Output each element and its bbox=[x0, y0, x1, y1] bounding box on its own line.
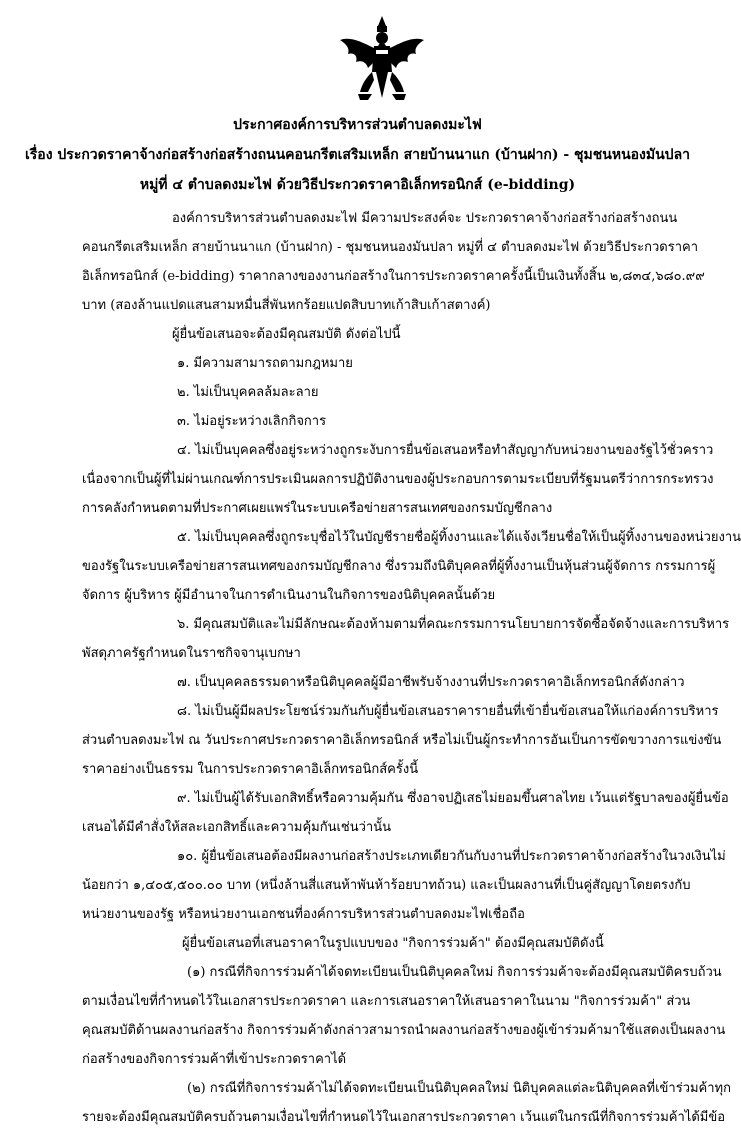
qualification-item-4-cont: การคลังกำหนดตามที่ประกาศเผยแพร่ในระบบเครือข่ายสารสนเทศของกรมบัญชีกลาง bbox=[82, 501, 553, 516]
qualification-item-10: ๑๐. ผู้ยื่นข้อเสนอต้องมีผลงานก่อสร้างประเภทเดียวกันกับงานที่ประกวดราคาจ้างก่อสร้างในวงเงินไม่ bbox=[177, 849, 726, 864]
intro-line: อิเล็กทรอนิกส์ (e-bidding) ราคากลางของงานก่อสร้างในการประกวดราคาครั้งนี้เป็นเงินทั้งสิ้น ๒,๘๓๔,๖๘๐.๙๙ bbox=[82, 269, 705, 284]
qualification-item-8-cont: ส่วนตำบลดงมะไฟ ณ วันประกาศประกวดราคาอิเล็กทรอนิกส์ หรือไม่เป็นผู้กระทำการอันเป็นการขัดขวางการแข่งขัน bbox=[82, 733, 722, 748]
joint-venture-item-1-cont: ก่อสร้างของกิจการร่วมค้าที่เข้าประกวดราคาได้ bbox=[82, 1052, 347, 1067]
qualification-item-5-cont: จัดการ ผู้บริหาร ผู้มีอำนาจในการดำเนินงานในกิจการของนิติบุคคลนั้นด้วย bbox=[82, 588, 496, 603]
document-body bbox=[82, 204, 741, 1132]
qualification-item-9: ๙. ไม่เป็นผู้ได้รับเอกสิทธิ์หรือความคุ้มกัน ซึ่งอาจปฏิเสธไม่ยอมขึ้นศาลไทย เว้นแต่รัฐบาลของผู้ยื่นข้อ bbox=[177, 791, 729, 806]
qualification-item-2: ๒. ไม่เป็นบุคคลล้มละลาย bbox=[177, 385, 319, 400]
subject-line-1: เรื่อง ประกวดราคาจ้างก่อสร้างก่อสร้างถนนคอนกรีตเสริมเหล็ก สายบ้านนาแก (บ้านฝาก) - ชุมชนหนองมันปลา bbox=[24, 147, 691, 163]
qualification-item-4-cont: เนื่องจากเป็นผู้ที่ไม่ผ่านเกณฑ์การประเมินผลการปฏิบัติงานของผู้ประกอบการตามระเบียบที่รัฐมนตรีว่าการกระทรวง bbox=[82, 472, 714, 487]
document-header bbox=[0, 110, 715, 200]
intro-line: คอนกรีตเสริมเหล็ก สายบ้านนาแก (บ้านฝาก) - ชุมชนหนองมันปลา หมู่ที่ ๔ ตำบลดงมะไฟ ด้วยวิธีประกวดราคา bbox=[82, 240, 698, 255]
joint-venture-item-1-cont: คุณสมบัติด้านผลงานก่อสร้าง กิจการร่วมค้าดังกล่าวสามารถนำผลงานก่อสร้างของผู้เข้าร่วมค้ามาใช้แสดงเป็นผลงาน bbox=[82, 1023, 726, 1038]
subject-line-2: หมู่ที่ ๔ ตำบลดงมะไฟ ด้วยวิธีประกวดราคาอิเล็กทรอนิกส์ (e-bidding) bbox=[139, 177, 576, 193]
qualification-item-6: ๖. มีคุณสมบัติและไม่มีลักษณะต้องห้ามตามที่คณะกรรมการนโยบายการจัดซื้อจัดจ้างและการบริหาร bbox=[177, 617, 730, 632]
garuda-emblem-icon bbox=[338, 14, 426, 104]
qualification-item-9-cont: เสนอได้มีคำสั่งให้สละเอกสิทธิ์และความคุ้มกันเช่นว่านั้น bbox=[82, 820, 392, 835]
joint-venture-item-2: (๒) กรณีที่กิจการร่วมค้าไม่ได้จดทะเบียนเป็นนิติบุคคลใหม่ นิติบุคคลแต่ละนิติบุคคลที่เข้าร่วมค้าทุก bbox=[187, 1081, 731, 1096]
intro-line: บาท (สองล้านแปดแสนสามหมื่นสี่พันหกร้อยแปดสิบบาทเก้าสิบเก้าสตางค์) bbox=[82, 298, 491, 313]
joint-venture-item-1-cont: ตามเงื่อนไขที่กำหนดไว้ในเอกสารประกวดราคา และการเสนอราคาให้เสนอราคาในนาม "กิจการร่วมค้า" ส่วน bbox=[82, 994, 691, 1009]
qualification-item-10-cont: หน่วยงานของรัฐ หรือหน่วยงานเอกชนที่องค์การบริหารส่วนตำบลดงมะไฟเชื่อถือ bbox=[82, 907, 525, 922]
qualification-item-1: ๑. มีความสามารถตามกฎหมาย bbox=[177, 356, 353, 371]
intro-line: องค์การบริหารส่วนตำบลดงมะไฟ มีความประสงค์จะ ประกวดราคาจ้างก่อสร้างก่อสร้างถนน bbox=[172, 211, 678, 226]
joint-venture-item-2-cont: รายจะต้องมีคุณสมบัติครบถ้วนตามเงื่อนไขที่กำหนดไว้ในเอกสารประกวดราคา เว้นแต่ในกรณีที่กิจการร่วมค้าได้มีข้อ bbox=[82, 1110, 726, 1125]
qualification-item-4: ๔. ไม่เป็นบุคคลซึ่งอยู่ระหว่างถูกระงับการยื่นข้อเสนอหรือทำสัญญากับหน่วยงานของรัฐไว้ชั่วคราว bbox=[177, 443, 714, 458]
org-title: ประกาศองค์การบริหารส่วนตำบลดงมะไฟ bbox=[233, 117, 482, 133]
qualification-item-3: ๓. ไม่อยู่ระหว่างเลิกกิจการ bbox=[177, 414, 327, 429]
qualification-item-7: ๗. เป็นบุคคลธรรมดาหรือนิติบุคคลผู้มีอาชีพรับจ้างงานที่ประกวดราคาอิเล็กทรอนิกส์ดังกล่าว bbox=[177, 675, 685, 690]
joint-venture-item-1: (๑) กรณีที่กิจการร่วมค้าได้จดทะเบียนเป็นนิติบุคคลใหม่ กิจการร่วมค้าจะต้องมีคุณสมบัติครบถ้วน bbox=[187, 965, 722, 980]
qualification-item-5: ๕. ไม่เป็นบุคคลซึ่งถูกระบุชื่อไว้ในบัญชีรายชื่อผู้ทิ้งงานและได้แจ้งเวียนชื่อให้เป็นผู้ทิ้งงานของหน่วยงาน bbox=[177, 530, 741, 545]
qualification-heading: ผู้ยื่นข้อเสนอจะต้องมีคุณสมบัติ ดังต่อไปนี้ bbox=[172, 327, 401, 342]
qualification-item-10-cont: น้อยกว่า ๑,๔๐๕,๕๐๐.๐๐ บาท (หนึ่งล้านสี่แสนห้าพันห้าร้อยบาทถ้วน) และเป็นผลงานที่เป็นคู่สัญญาโดยตรงกับ bbox=[82, 878, 691, 893]
qualification-item-8: ๘. ไม่เป็นผู้มีผลประโยชน์ร่วมกันกับผู้ยื่นข้อเสนอราคารายอื่นที่เข้ายื่นข้อเสนอให้แก่องค์การบริหาร bbox=[177, 704, 719, 719]
joint-venture-heading: ผู้ยื่นข้อเสนอที่เสนอราคาในรูปแบบของ "กิจการร่วมค้า" ต้องมีคุณสมบัติดังนี้ bbox=[182, 936, 604, 951]
qualification-item-5-cont: ของรัฐในระบบเครือข่ายสารสนเทศของกรมบัญชีกลาง ซึ่งรวมถึงนิติบุคคลที่ผู้ทิ้งงานเป็นหุ้นส่วนผู้จัดการ กรรมการผู้ bbox=[82, 559, 716, 574]
qualification-item-8-cont: ราคาอย่างเป็นธรรม ในการประกวดราคาอิเล็กทรอนิกส์ครั้งนี้ bbox=[82, 762, 419, 777]
qualification-item-6-cont: พัสดุภาครัฐกำหนดในราชกิจจานุเบกษา bbox=[82, 646, 301, 661]
